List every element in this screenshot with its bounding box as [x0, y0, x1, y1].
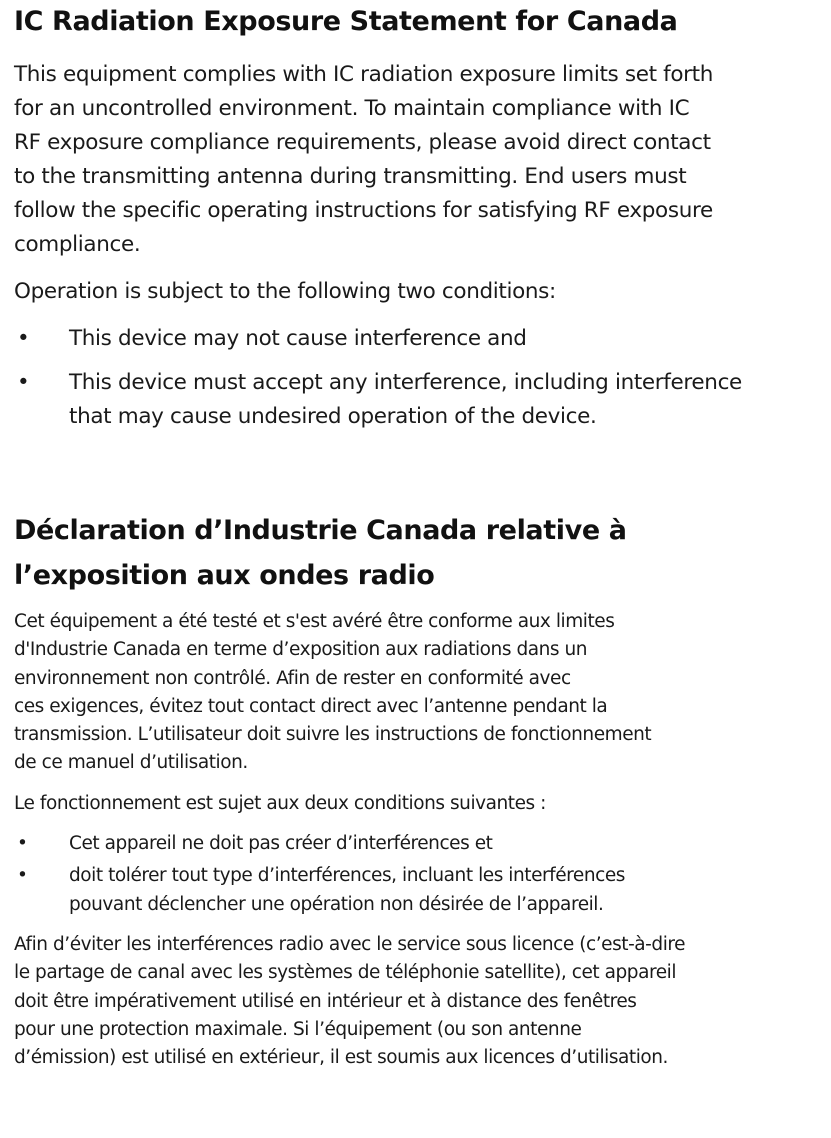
text-line: le partage de canal avec les systèmes de téléphonie satellite), cet appareil	[14, 962, 677, 984]
list-item	[14, 322, 819, 356]
text-line: compliance.	[14, 232, 141, 257]
english-section-body	[14, 58, 819, 444]
list-item	[14, 862, 829, 919]
french-conditions-list	[14, 830, 829, 919]
english-section-title: IC Radiation Exposure Statement for Canada	[14, 6, 678, 37]
text-line: de ce manuel d’utilisation.	[14, 752, 248, 774]
list-item	[14, 366, 819, 434]
text-line: for an uncontrolled environment. To maintain compliance with IC	[14, 96, 690, 121]
french-paragraph-satellite	[14, 931, 829, 1072]
list-item	[14, 830, 829, 858]
text-line: Afin d’éviter les interférences radio avec le service sous licence (c’est-à-dire	[14, 933, 686, 955]
text-line: d’émission) est utilisé en extérieur, il est soumis aux licences d’utilisation.	[14, 1047, 668, 1069]
text-line: doit être impérativement utilisé en intérieur et à distance des fenêtres	[14, 990, 637, 1012]
french-paragraph-conditions: Le fonctionnement est sujet aux deux conditions suivantes :	[14, 792, 546, 814]
title-line: Déclaration d’Industrie Canada relative à	[14, 515, 627, 546]
bullet-icon: •	[17, 833, 28, 855]
bullet-icon: •	[17, 326, 30, 351]
text-line: to the transmitting antenna during transmitting. End users must	[14, 164, 687, 189]
text-line: pour une protection maximale. Si l’équipement (ou son antenne	[14, 1018, 582, 1040]
text-line: that may cause undesired operation of the device.	[69, 404, 597, 429]
text-line: doit tolérer tout type d’interférences, incluant les interférences	[69, 865, 625, 887]
text-line: This equipment complies with IC radiation exposure limits set forth	[14, 62, 714, 87]
text-line: transmission. L’utilisateur doit suivre les instructions de fonctionnement	[14, 724, 652, 746]
english-conditions-list	[14, 322, 819, 434]
bullet-icon: •	[17, 865, 28, 887]
text-line: pouvant déclencher une opération non désirée de l’appareil.	[69, 893, 604, 915]
text-line: Cet appareil ne doit pas créer d’interférences et	[69, 833, 493, 855]
title-line: l’exposition aux ondes radio	[14, 560, 435, 591]
english-paragraph-conditions: Operation is subject to the following two conditions:	[14, 279, 556, 304]
text-line: RF exposure compliance requirements, please avoid direct contact	[14, 130, 711, 155]
text-line: ces exigences, évitez tout contact direct avec l’antenne pendant la	[14, 695, 608, 717]
text-line: d'Industrie Canada en terme d’exposition aux radiations dans un	[14, 639, 588, 661]
text-line: This device may not cause interference and	[69, 326, 527, 351]
french-paragraph-exposure	[14, 608, 829, 778]
french-section-title	[14, 508, 814, 598]
text-line: follow the specific operating instructions for satisfying RF exposure	[14, 198, 713, 223]
text-line: environnement non contrôlé. Afin de rester en conformité avec	[14, 667, 571, 689]
text-line: Cet équipement a été testé et s'est avéré être conforme aux limites	[14, 611, 615, 632]
bullet-icon: •	[17, 370, 30, 395]
english-paragraph-exposure	[14, 58, 819, 262]
french-section-body	[14, 608, 829, 1084]
text-line: This device must accept any interference, including interference	[69, 370, 742, 395]
